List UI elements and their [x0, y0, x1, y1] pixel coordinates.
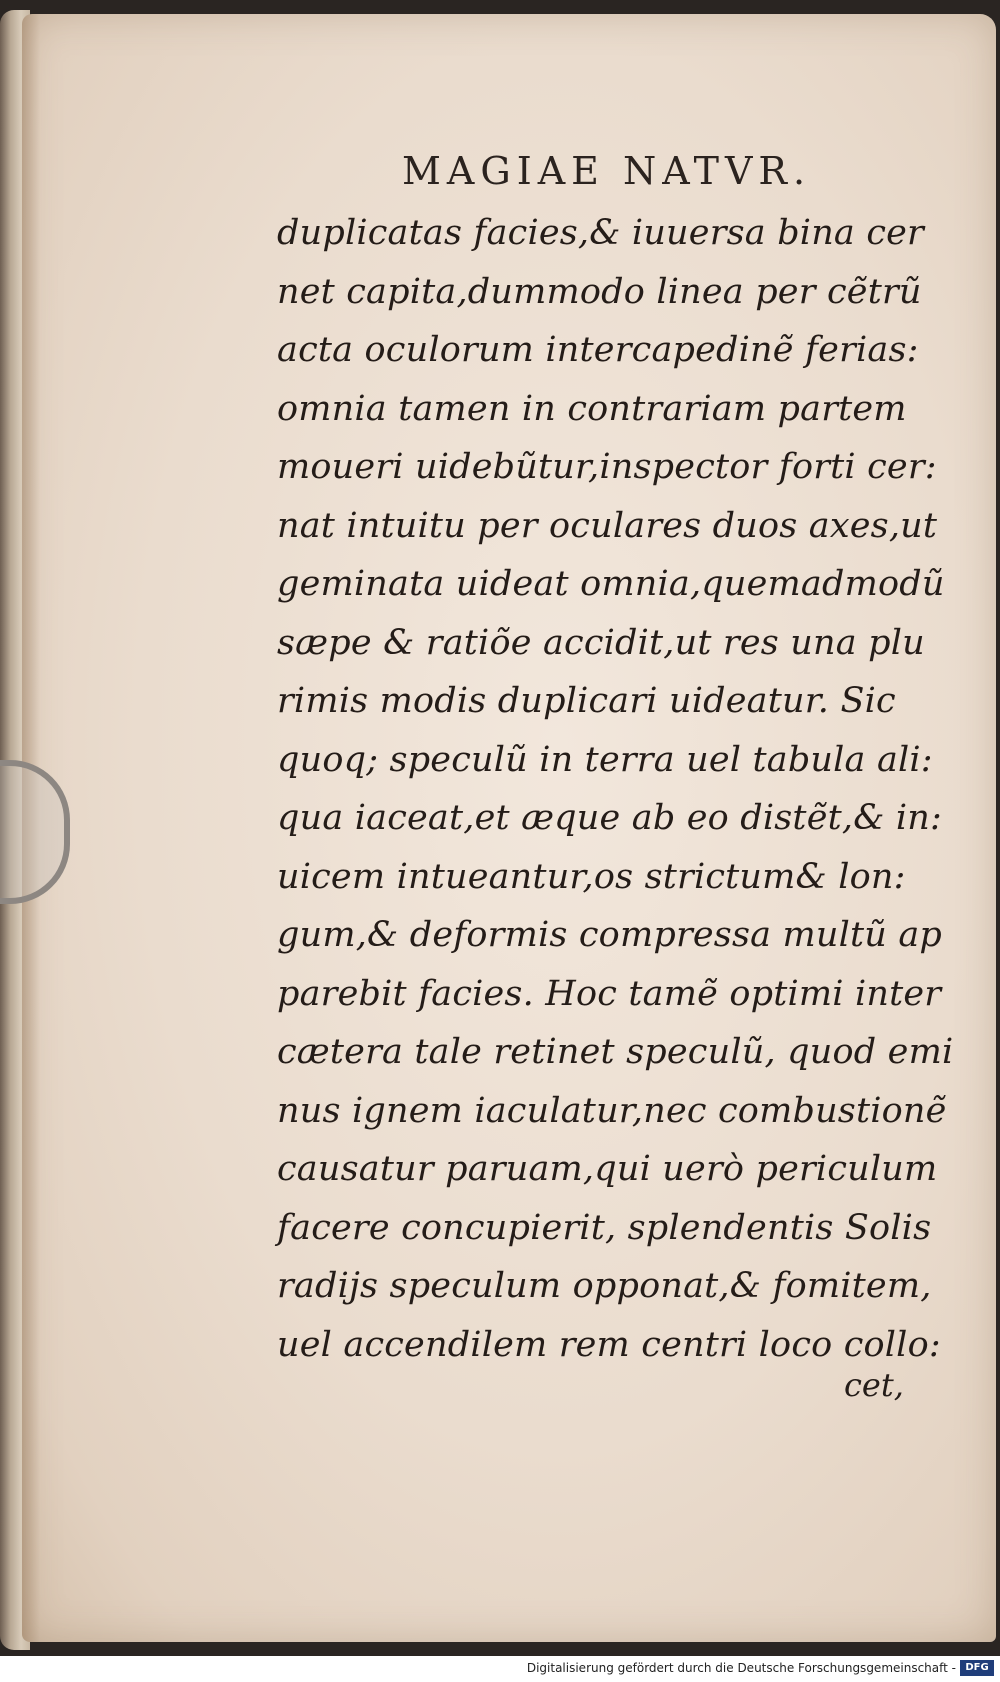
text-line: parebit facies. Hoc tamẽ optimi inter [277, 973, 942, 1014]
page-sheet [22, 14, 996, 1642]
body-text [277, 204, 954, 1374]
footer-bar [0, 1656, 1000, 1682]
text-line: quoq; speculũ in terra uel tabula ali: [277, 739, 933, 780]
text-line: uicem intueantur,os strictum& lon: [277, 856, 906, 897]
running-head: MAGIAE NATVR. [402, 149, 812, 193]
text-line: rimis modis duplicari uideatur. Sic [277, 681, 896, 721]
text-line: duplicatas facies,& iuuersa bina cer [277, 213, 924, 253]
text-line: causatur paruam,qui uerò periculum [277, 1149, 938, 1189]
text-line: omnia tamen in contrariam partem [277, 388, 907, 429]
text-line: qua iaceat,et æque ab eo distẽt,& in: [277, 798, 942, 838]
text-line: acta oculorum intercapedinẽ ferias: [277, 330, 919, 370]
text-line: geminata uideat omnia,quemadmodũ [277, 564, 945, 604]
text-line: sæpe & ratiõe accidit,ut res una plu [277, 622, 925, 663]
text-line: moueri uidebũtur,inspector forti cer: [277, 447, 937, 487]
catchword: cet, [844, 1366, 904, 1404]
text-line: nus ignem iaculatur,nec combustionẽ [277, 1090, 947, 1131]
text-line: nat intuitu per oculares duos axes,ut [277, 505, 938, 546]
text-line: net capita,dummodo linea per cẽtrũ [277, 271, 922, 312]
text-line: radijs speculum opponat,& fomitem, [277, 1266, 932, 1306]
text-line: facere concupierit, splendentis Solis [277, 1207, 932, 1248]
text-line: uel accendilem rem centri loco collo: [277, 1324, 941, 1365]
text-line: cætera tale retinet speculũ, quod emi [277, 1032, 954, 1072]
text-line: gum,& deformis compressa multũ ap [277, 915, 943, 955]
dfg-logo-icon: DFG [960, 1660, 994, 1676]
funding-credit: Digitalisierung gefördert durch die Deutsche Forschungsgemeinschaft - [526, 1661, 956, 1675]
